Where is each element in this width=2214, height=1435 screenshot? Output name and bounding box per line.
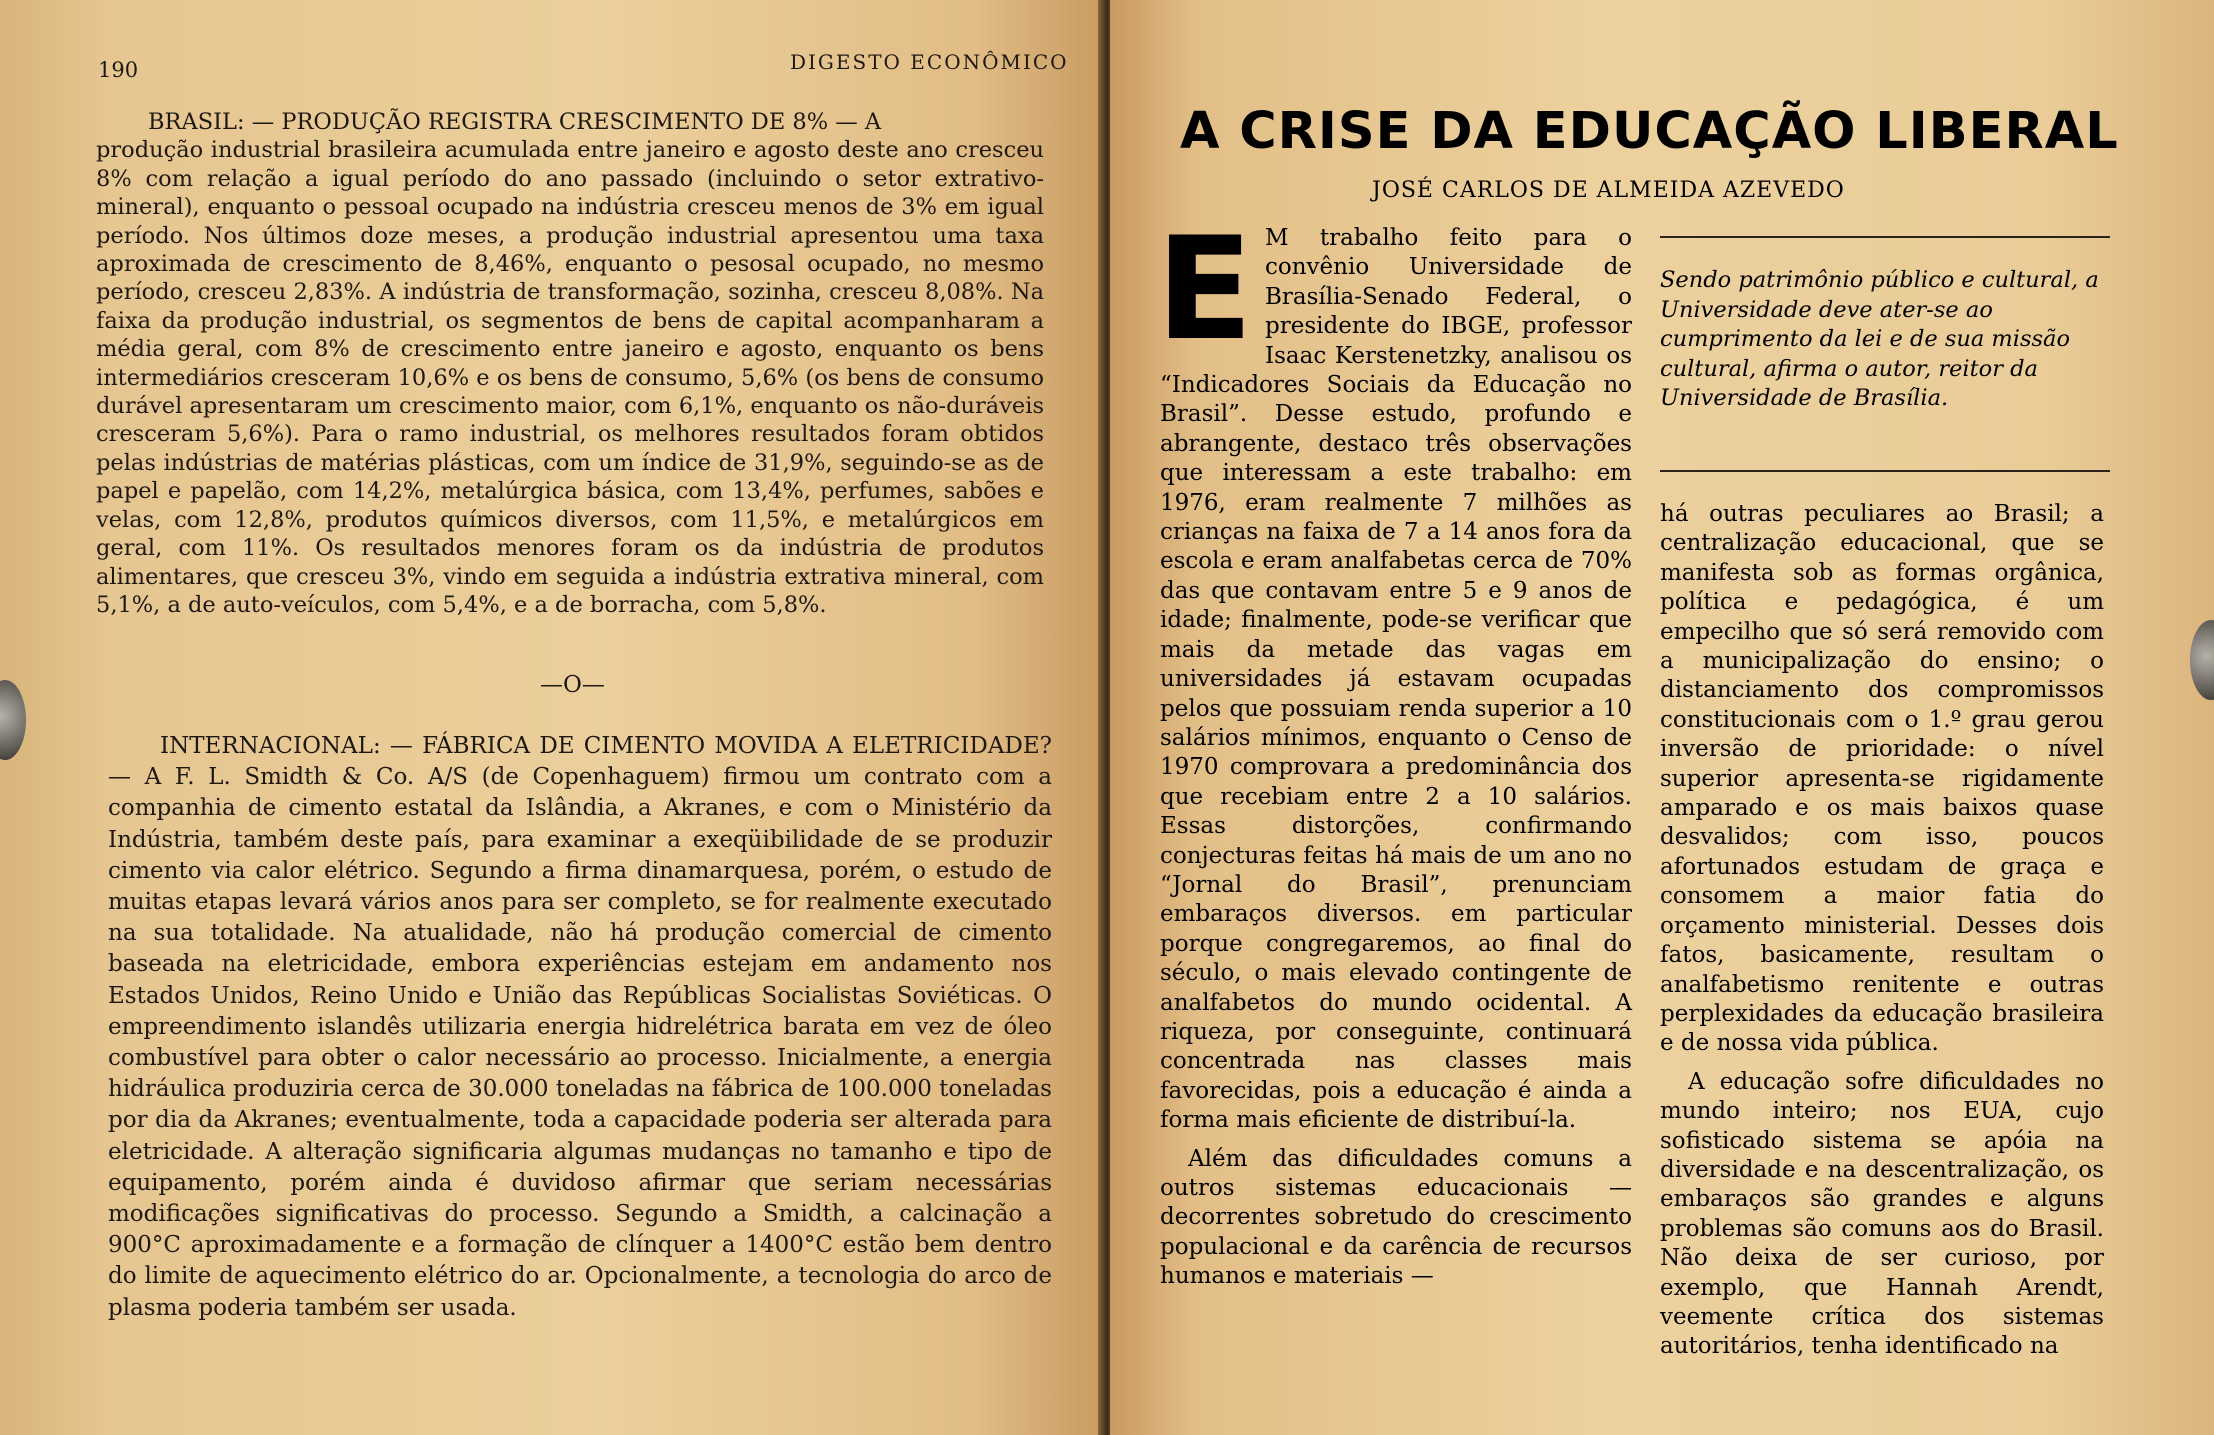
pull-quote-rule-bottom: [1660, 470, 2110, 472]
article-paragraph-4: A educação sofre dificuldades no mundo inteiro; nos EUA, cujo sofisticado sistema se apóia na diversidade e na descentralização, os embaraços são grandes e alguns problemas são comuns aos do Brasil. Não deixa de ser curioso, por exemplo, que Hannah Arendt, veemente crítica dos sistemas autoritários, tenha identificado na: [1660, 1068, 2104, 1360]
drop-cap: E: [1156, 207, 1254, 372]
section-separator: —O—: [540, 672, 605, 698]
news-item-internacional: [108, 731, 1052, 1324]
news-headline-internacional: INTERNACIONAL: — FÁBRICA DE CIMENTO MOVIDA A ELETRICIDADE? —: [108, 733, 1052, 791]
news-item-brasil: [96, 108, 1044, 619]
article-paragraph-1: [1156, 207, 1632, 1136]
article-byline: JOSÉ CARLOS DE ALMEIDA AZEVEDO: [1372, 178, 1845, 203]
article-paragraph-2: Além das dificuldades comuns a outros sistemas educacionais — decorrentes sobretudo do crescimento populacional e da carência de recursos humanos e materiais —: [1160, 1145, 1632, 1290]
left-page: [0, 0, 1104, 1435]
page-number: 190: [98, 58, 139, 82]
article-paragraph-1-text: M trabalho feito para o convênio Universidade de Brasília-Senado Federal, o presidente do IBGE, professor Isaac Kerstenetzky, analisou os “Indicadores Sociais da Educação no Brasil”. Desse estudo, profundo e abrangente, destaco três observações que interessam a este trabalho: em 1976, eram realmente 7 milhões as crianças na faixa de 7 a 14 anos fora da escola e eram analfabetas cerca de 70% das que contavam entre 5 e 9 anos de idade; finalmente, pode-se verificar que mais da metade das vagas em universidades já estavam ocupadas pelos que possuiam renda superior a 10 salários mínimos, enquanto o Censo de 1970 comprovara a predominância dos que recebiam entre 2 a 10 salários. Essas distorções, confirmando conjecturas feitas há mais de um ano no “Jornal do Brasil”, prenunciam embaraços diversos. em particular porque congregaremos, ao final do século, o mais elevado contingente de analfabetos do mundo ocidental. A riqueza, por conseguinte, continuará concentrada nas classes mais favorecidas, pois a educação é ainda a forma mais eficiente de distribuí-la.: [1160, 225, 1632, 1134]
article-title: A CRISE DA EDUCAÇÃO LIBERAL: [1180, 102, 2119, 161]
article-column-1: [1156, 207, 1632, 1292]
running-head: DIGESTO ECONÔMICO: [790, 50, 1069, 74]
news-headline-brasil: BRASIL: — PRODUÇÃO REGISTRA CRESCIMENTO DE 8% — A: [148, 109, 882, 135]
pull-quote-rule-top: [1660, 236, 2110, 238]
news-body-brasil: produção industrial brasileira acumulada entre janeiro e agosto deste ano cresceu 8% com relação a igual período do ano passado (incluindo o setor extrativo-mineral), enquanto o pessoal ocupado na indústria cresceu menos de 3% em igual período. Nos últimos doze meses, a produção industrial apresentou uma taxa aproximada de crescimento de 8,46%, enquanto o pesosal ocupado, no mesmo período, cresceu 2,83%. A indústria de transformação, sozinha, cresceu 8,08%. Na faixa da produção industrial, os segmentos de bens de capital acompanharam a média geral, com 8% de crescimento entre janeiro e agosto, enquanto os bens intermediários cresceram 10,6% e os bens de consumo, 5,6% (os bens de consumo durável apresentaram um crescimento maior, com 6,1%, enquanto os não-duráveis cresceram 5,6%). Para o ramo industrial, os melhores resultados foram obtidos pelas indústrias de matérias plásticas, com um índice de 31,9%, seguindo-se as de papel e papelão, com 14,2%, metalúrgica básica, com 13,4%, perfumes, sabões e velas, com 12,8%, produtos químicos diversos, com 11,5%, e metalúrgicos em geral, com 11%. Os resultados menores foram os da indústria de produtos alimentares, que cresceu 3%, vindo em seguida a indústria extrativa mineral, com 5,1%, a de auto-veículos, com 5,4%, e a de borracha, com 5,8%.: [96, 137, 1044, 618]
article-paragraph-3: há outras peculiares ao Brasil; a centralização educacional, que se manifesta sob as formas orgânica, política e pedagógica, é um empecilho que só será removido com a municipalização do ensino; o distanciamento dos compromissos constitucionais com o 1.º grau gerou inversão de prioridade: o nível superior apresenta-se rigidamente amparado e os mais baixos quase desvalidos; com isso, poucos afortunados estudam de graça e consomem a maior fatia do orçamento ministerial. Desses dois fatos, basicamente, resultam o analfabetismo renitente e outras perplexidades da educação brasileira e de nossa vida pública.: [1660, 501, 2104, 1057]
binder-clip-left: [0, 680, 26, 760]
pull-quote: Sendo patrimônio público e cultural, a Universidade deve ater-se ao cumprimento da lei e de sua missão cultural, afirma o autor, reitor da Universidade de Brasília.: [1660, 267, 2099, 411]
news-body-internacional: A F. L. Smidth & Co. A/S (de Copenhaguem) firmou um contrato com a companhia de cimento estatal da Islândia, a Akranes, e com o Ministério da Indústria, também deste país, para examinar a exeqüibilidade de se produzir cimento via calor elétrico. Segundo a firma dinamarquesa, porém, o estudo de muitas etapas levará vários anos para ser completo, se for realmente executado na sua totalidade. Na atualidade, não há produção comercial de cimento baseada na eletricidade, embora experiências estejam em andamento nos Estados Unidos, Reino Unido e União das Repúblicas Socialistas Soviéticas. O empreendimento islandês utilizaria energia hidrelétrica barata em vez de óleo combustível para obter o calor necessário ao processo. Inicialmente, a energia hidráulica produziria cerca de 30.000 toneladas na fábrica de 100.000 toneladas por dia da Akranes; eventualmente, toda a capacidade poderia ser alterada para eletricidade. A alteração significaria algumas mudanças no tamanho e tipo de equipamento, porém ainda é duvidoso afirmar que seriam necessárias modificações significativas do processo. Segundo a Smidth, a calcinação a 900°C aproximadamente e a formação de clínquer a 1400°C estão bem dentro do limite de aquecimento elétrico do ar. Opcionalmente, a tecnologia do arco de plasma poderia também ser usada.: [108, 764, 1053, 1321]
article-column-2: [1660, 500, 2104, 1362]
